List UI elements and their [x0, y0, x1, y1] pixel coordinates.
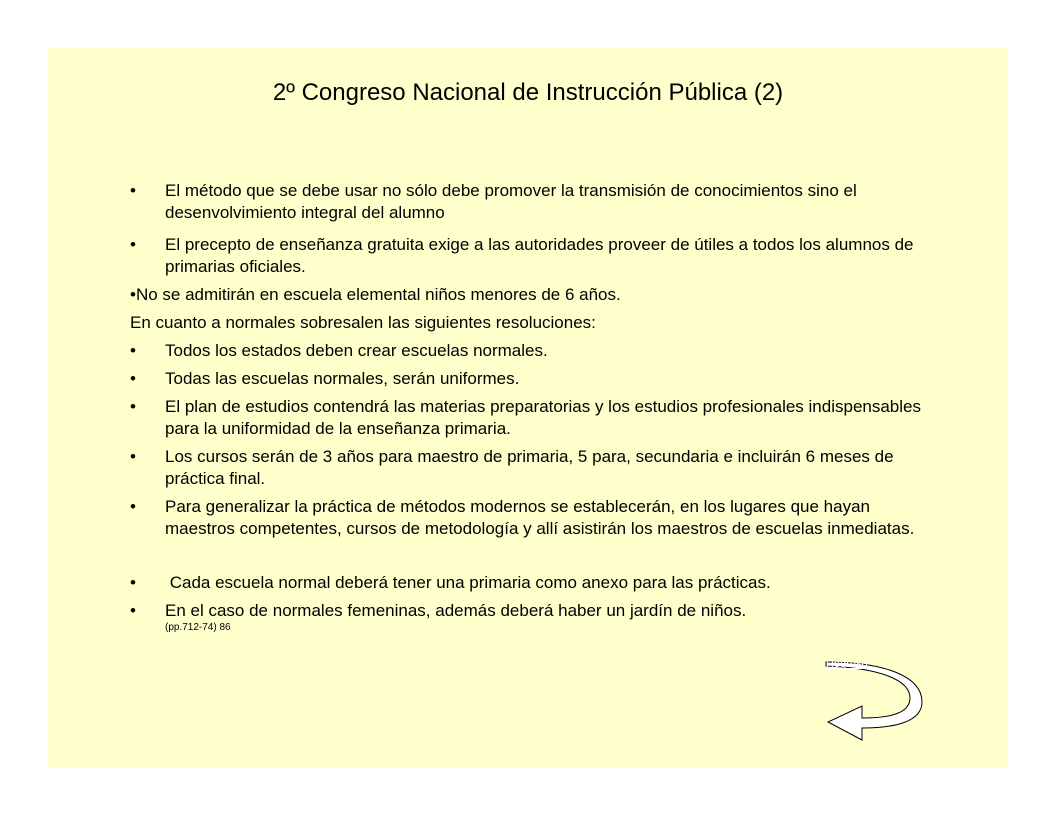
bullet-item	[130, 446, 930, 490]
return-arrow-icon[interactable]	[824, 658, 928, 748]
bullet-item	[130, 600, 930, 634]
bullet-item	[130, 572, 930, 594]
return-link[interactable]: Regreso	[826, 658, 868, 670]
bullet-icon: •	[130, 447, 136, 466]
bullet-text: El método que se debe usar no sólo debe promover la transmisión de conocimientos sino el desenvolvimiento integral del alumno	[165, 181, 857, 222]
bullet-text: Para generalizar la práctica de métodos modernos se establecerán, en los lugares que hayan maestros competentes, cursos de metodología y allí asistirán los maestros de escuelas inmediatas.	[165, 497, 915, 538]
bullet-text: En el caso de normales femeninas, además deberá haber un jardín de niños.	[165, 601, 747, 620]
bullet-text: Cada escuela normal deberá tener una primaria como anexo para las prácticas.	[165, 573, 771, 592]
bullet-item	[130, 496, 930, 540]
paragraph: •No se admitirán en escuela elemental niños menores de 6 años.	[130, 285, 621, 304]
bullet-icon: •	[130, 181, 136, 200]
bullet-text: El plan de estudios contendrá las materias preparatorias y los estudios profesionales indispensables para la uniformidad de la enseñanza primaria.	[165, 397, 921, 438]
bullet-text: Todos los estados deben crear escuelas normales.	[165, 341, 548, 360]
citation: (pp.712-74) 86	[165, 622, 231, 633]
bullet-text: Los cursos serán de 3 años para maestro de primaria, 5 para, secundaria e incluirán 6 meses de práctica final.	[165, 447, 894, 488]
return-button[interactable]	[824, 658, 928, 748]
slide-title: 2º Congreso Nacional de Instrucción Pública (2)	[272, 79, 784, 106]
bullet-item	[130, 234, 930, 278]
bullet-icon: •	[130, 341, 136, 360]
bullet-icon: •	[130, 601, 136, 620]
bullet-icon: •	[130, 497, 136, 516]
bullet-icon: •	[130, 235, 136, 254]
bullet-text: Todas las escuelas normales, serán uniformes.	[165, 369, 520, 388]
bullet-item	[130, 396, 930, 440]
bullet-icon: •	[130, 397, 136, 416]
paragraph: En cuanto a normales sobresalen las siguientes resoluciones:	[130, 313, 596, 332]
bullet-item	[130, 368, 930, 390]
bullet-icon: •	[130, 573, 136, 592]
bullet-icon: •	[130, 369, 136, 388]
slide	[48, 48, 1008, 768]
bullet-text: El precepto de enseñanza gratuita exige a las autoridades proveer de útiles a todos los alumnos de primarias oficiales.	[165, 235, 914, 276]
bullet-item	[130, 340, 930, 362]
bullet-item	[130, 180, 930, 224]
